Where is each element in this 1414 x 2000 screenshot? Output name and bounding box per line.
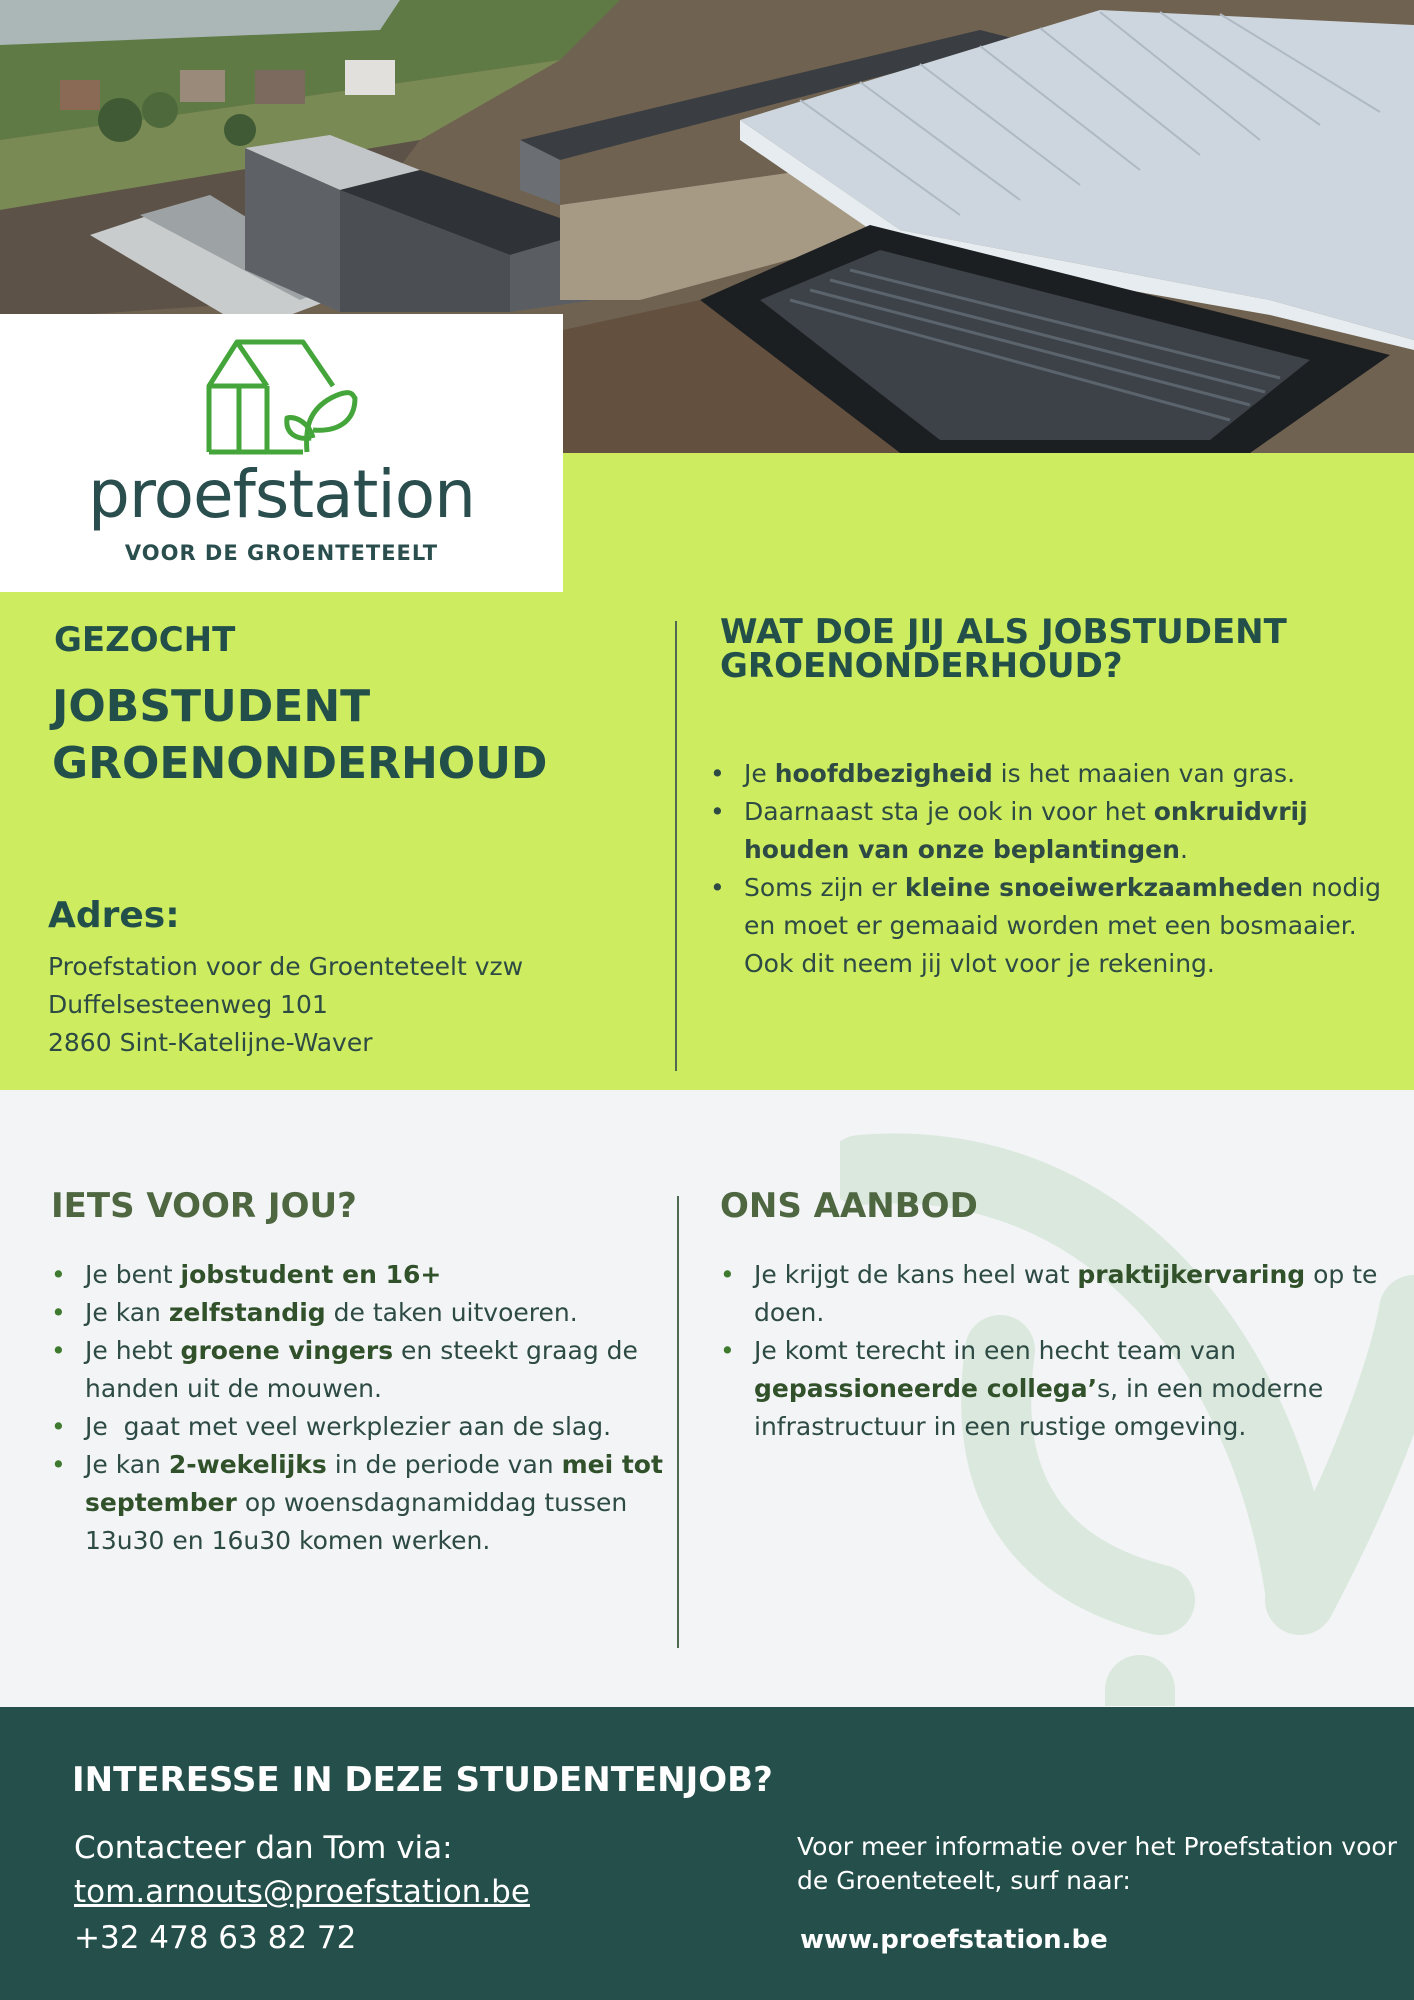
- job-title-line2: GROENONDERHOUD: [52, 738, 548, 790]
- address-line1: Proefstation voor de Groenteteelt vzw: [48, 952, 524, 981]
- job-title: [52, 678, 652, 792]
- logo-subtitle: VOOR DE GROENTETEELT: [124, 541, 439, 565]
- website-link[interactable]: www.proefstation.be: [800, 1925, 1108, 1955]
- list-item: • Je kan zelfstandig de taken uitvoeren.: [51, 1294, 671, 1332]
- contact-phone: +32 478 63 82 72: [74, 1920, 357, 1956]
- list-item: • Je krijgt de kans heel wat praktijkervaring op te doen.: [720, 1256, 1400, 1332]
- address-label: Adres:: [48, 895, 180, 936]
- tasks-heading-line1: WAT DOE JIJ ALS JOBSTUDENT: [720, 612, 1287, 652]
- sought-label: GEZOCHT: [54, 620, 236, 660]
- requirements-list: [51, 1256, 671, 1560]
- address-block: [48, 948, 523, 1062]
- list-item: • Je hoofdbezigheid is het maaien van gras.: [710, 755, 1400, 793]
- footer-heading: INTERESSE IN DEZE STUDENTENJOB?: [72, 1760, 773, 1800]
- column-divider-top: [675, 621, 677, 1071]
- address-line2: Duffelsesteenweg 101: [48, 990, 328, 1019]
- tasks-heading: [720, 612, 1380, 686]
- list-item: • Je bent jobstudent en 16+: [51, 1256, 671, 1294]
- list-item: • Soms zijn er kleine snoeiwerkzaamheden nodig en moet er gemaaid worden met een bosmaaier. Ook dit neem jij vlot voor je rekening.: [710, 869, 1400, 983]
- contact-email-link[interactable]: tom.arnouts@proefstation.be: [74, 1874, 530, 1910]
- tasks-list: [710, 755, 1400, 983]
- list-item: • Daarnaast sta je ook in voor het onkruidvrij houden van onze beplantingen.: [710, 793, 1400, 869]
- list-item: • Je hebt groene vingers en steekt graag de handen uit de mouwen.: [51, 1332, 671, 1408]
- column-divider-middle: [677, 1196, 679, 1648]
- job-title-line1: JOBSTUDENT: [52, 681, 371, 732]
- greenhouse-leaf-logo-icon: [205, 338, 359, 458]
- list-item: • Je gaat met veel werkplezier aan de slag.: [51, 1408, 671, 1446]
- contact-intro: Contacteer dan Tom via:: [74, 1830, 453, 1866]
- requirements-heading: IETS VOOR JOU?: [51, 1186, 357, 1226]
- more-info-text: Voor meer informatie over het Proefstation voor de Groenteteelt, surf naar:: [797, 1832, 1397, 1895]
- offer-heading: ONS AANBOD: [720, 1186, 978, 1226]
- tasks-heading-line2: GROENONDERHOUD?: [720, 646, 1123, 686]
- list-item: • Je komt terecht in een hecht team van gepassioneerde collega’s, in een moderne infrastructuur in een rustige omgeving.: [720, 1332, 1400, 1446]
- logo-wordmark: proefstation: [88, 456, 475, 533]
- offer-list: [720, 1256, 1400, 1446]
- lime-band: [563, 453, 1414, 592]
- list-item: • Je kan 2-wekelijks in de periode van mei tot september op woensdagnamiddag tussen 13u30 en 16u30 komen werken.: [51, 1446, 671, 1560]
- address-line3: 2860 Sint-Katelijne-Waver: [48, 1028, 373, 1057]
